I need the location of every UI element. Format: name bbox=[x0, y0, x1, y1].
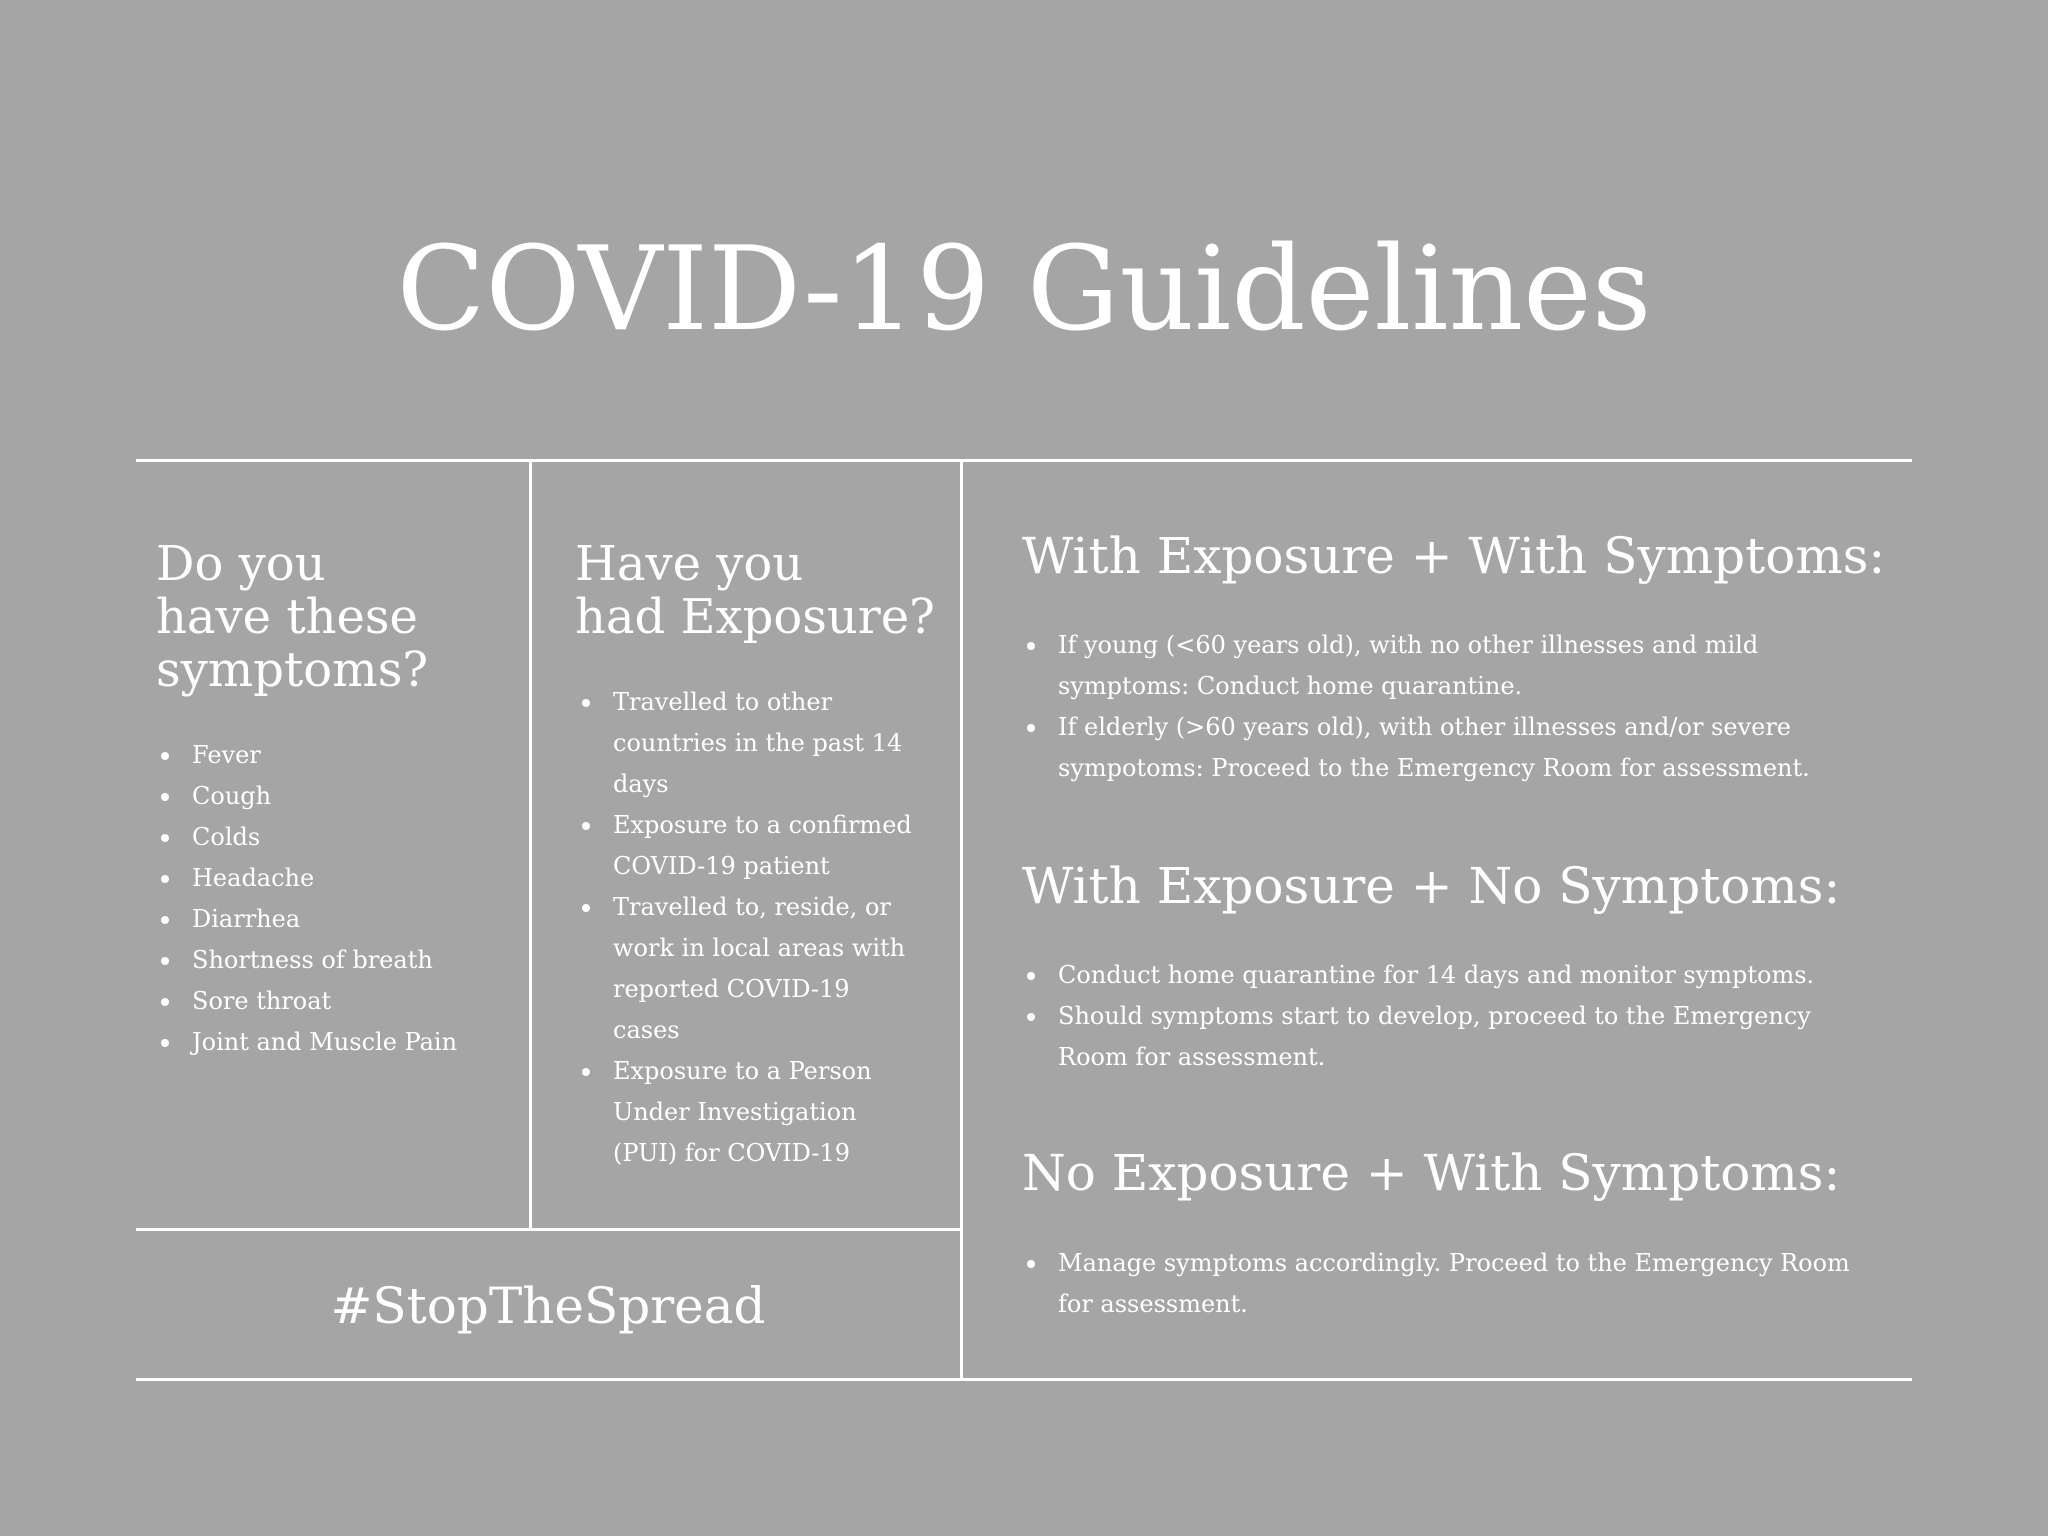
list-item: Conduct home quarantine for 14 days and monitor symptoms. bbox=[1022, 955, 1872, 996]
list-item: Should symptoms start to develop, proceed to the Emergency Room for assessment. bbox=[1022, 996, 1872, 1078]
top-rule bbox=[136, 459, 1912, 462]
exposure-with-symptoms-heading: With Exposure + With Symptoms: bbox=[1022, 527, 1886, 585]
exposure-no-symptoms-heading: With Exposure + No Symptoms: bbox=[1022, 857, 1841, 915]
list-item: If young (<60 years old), with no other illnesses and mild symptoms: Conduct home quarantine. bbox=[1022, 625, 1872, 707]
list-item: Exposure to a Person Under Investigation (PUI) for COVID-19 bbox=[577, 1051, 922, 1174]
list-item: Diarrhea bbox=[156, 899, 521, 940]
page-title: COVID-19 Guidelines bbox=[396, 222, 1652, 357]
list-item: Exposure to a confirmed COVID-19 patient bbox=[577, 805, 922, 887]
list-item: Joint and Muscle Pain bbox=[156, 1022, 521, 1063]
symptoms-heading: Do you have these symptoms? bbox=[156, 536, 429, 698]
list-item: If elderly (>60 years old), with other illnesses and/or severe sympotoms: Proceed to the Emergency Room for assessment. bbox=[1022, 707, 1872, 789]
exposure-no-symptoms-list bbox=[1022, 955, 1872, 1078]
list-item: Manage symptoms accordingly. Proceed to the Emergency Room for assessment. bbox=[1022, 1243, 1872, 1325]
exposure-list bbox=[577, 682, 922, 1174]
hashtag: #StopTheSpread bbox=[330, 1277, 766, 1335]
bottom-rule bbox=[136, 1378, 1912, 1381]
exposure-with-symptoms-list bbox=[1022, 625, 1872, 789]
symptoms-list bbox=[156, 735, 521, 1063]
no-exposure-with-symptoms-heading: No Exposure + With Symptoms: bbox=[1022, 1144, 1841, 1202]
no-exposure-with-symptoms-list bbox=[1022, 1243, 1872, 1325]
column-divider-2 bbox=[960, 459, 963, 1381]
list-item: Shortness of breath bbox=[156, 940, 521, 981]
list-item: Fever bbox=[156, 735, 521, 776]
list-item: Colds bbox=[156, 817, 521, 858]
list-item: Cough bbox=[156, 776, 521, 817]
column-divider-1 bbox=[529, 459, 532, 1229]
list-item: Headache bbox=[156, 858, 521, 899]
footer-divider-rule bbox=[136, 1228, 962, 1231]
list-item: Sore throat bbox=[156, 981, 521, 1022]
exposure-heading: Have you had Exposure? bbox=[575, 536, 935, 645]
list-item: Travelled to other countries in the past 14 days bbox=[577, 682, 922, 805]
list-item: Travelled to, reside, or work in local areas with reported COVID-19 cases bbox=[577, 887, 922, 1051]
